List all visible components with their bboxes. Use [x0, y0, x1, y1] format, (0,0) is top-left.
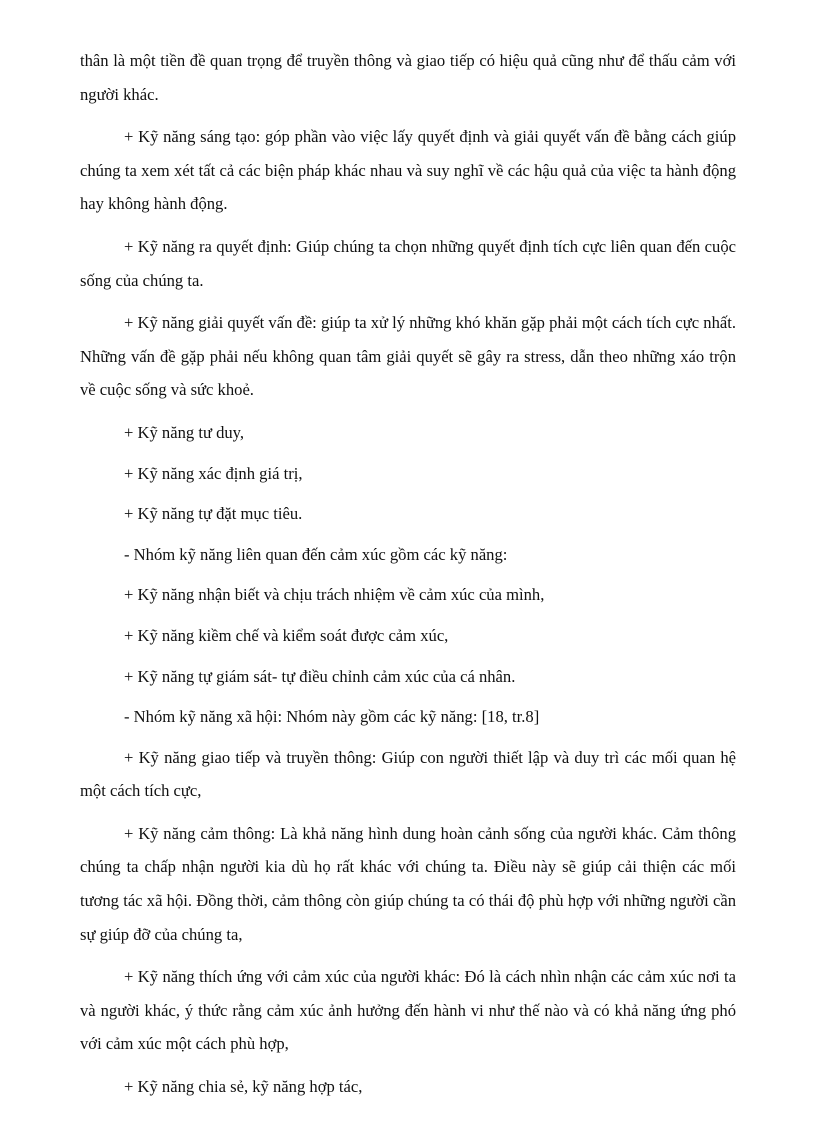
paragraph-creative-skill: + Kỹ năng sáng tạo: góp phần vào việc lấy quyết định và giải quyết vấn đề bằng cách giúp chúng ta xem xét tất cả các biện pháp khác nhau và suy nghĩ về các hậu quả của việc ta hành động hay không hành động.	[80, 127, 736, 214]
paragraph-empathy-skill: + Kỹ năng cảm thông: Là khả năng hình dung hoàn cảnh sống của người khác. Cảm thông chúng ta chấp nhận người kia dù họ rất khác với chúng ta. Điều này sẽ giúp cải thiện các mối tương tác xã hội. Đồng thời, cảm thông còn giúp chúng ta có thái độ phù hợp với những người cần sự giúp đỡ của chúng ta,	[80, 823, 736, 944]
paragraph-adaptation-skill: + Kỹ năng thích ứng với cảm xúc của người khác: Đó là cách nhìn nhận các cảm xúc nơi ta và người khác, ý thức rằng cảm xúc ảnh hưởng đến hành vi như thế nào và có khả năng ứng phó với cảm xúc một cách phù hợp,	[80, 967, 736, 1054]
paragraph-problem-solving-skill: + Kỹ năng giải quyết vấn đề: giúp ta xử lý những khó khăn gặp phải một cách tích cực nhất. Những vấn đề gặp phải nếu không quan tâm giải quyết sẽ gây ra stress, dẫn theo những xáo trộn về cuộc sống và sức khoẻ.	[80, 313, 736, 400]
paragraph-sharing-skill: + Kỹ năng chia sẻ, kỹ năng hợp tác,	[124, 1077, 363, 1097]
list-item-value-skill: + Kỹ năng xác định giá trị,	[124, 463, 303, 483]
list-item-emotion-control: + Kỹ năng kiềm chế và kiểm soát được cảm xúc,	[124, 625, 449, 645]
paragraph-emotion-group: - Nhóm kỹ năng liên quan đến cảm xúc gồm các kỹ năng:	[124, 544, 508, 564]
paragraph-communication-skill: + Kỹ năng giao tiếp và truyền thông: Giúp con người thiết lập và duy trì các mối quan hệ một cách tích cực,	[80, 747, 736, 801]
paragraph-decision-skill: + Kỹ năng ra quyết định: Giúp chúng ta chọn những quyết định tích cực liên quan đến cuộc sống của chúng ta.	[80, 236, 736, 290]
document-page	[80, 44, 736, 1113]
list-item-self-monitoring: + Kỹ năng tự giám sát- tự điều chỉnh cảm xúc của cá nhân.	[124, 666, 516, 686]
paragraph-continuation: thân là một tiền đề quan trọng để truyền thông và giao tiếp có hiệu quả cũng như để thấu cảm với người khác.	[80, 51, 736, 104]
list-item-emotion-awareness: + Kỹ năng nhận biết và chịu trách nhiệm về cảm xúc của mình,	[124, 585, 545, 605]
list-item-thinking-skill: + Kỹ năng tư duy,	[124, 422, 245, 442]
paragraph-social-group: - Nhóm kỹ năng xã hội: Nhóm này gồm các kỹ năng: [18, tr.8]	[124, 707, 540, 727]
list-item-goal-skill: + Kỹ năng tự đặt mục tiêu.	[124, 504, 303, 524]
